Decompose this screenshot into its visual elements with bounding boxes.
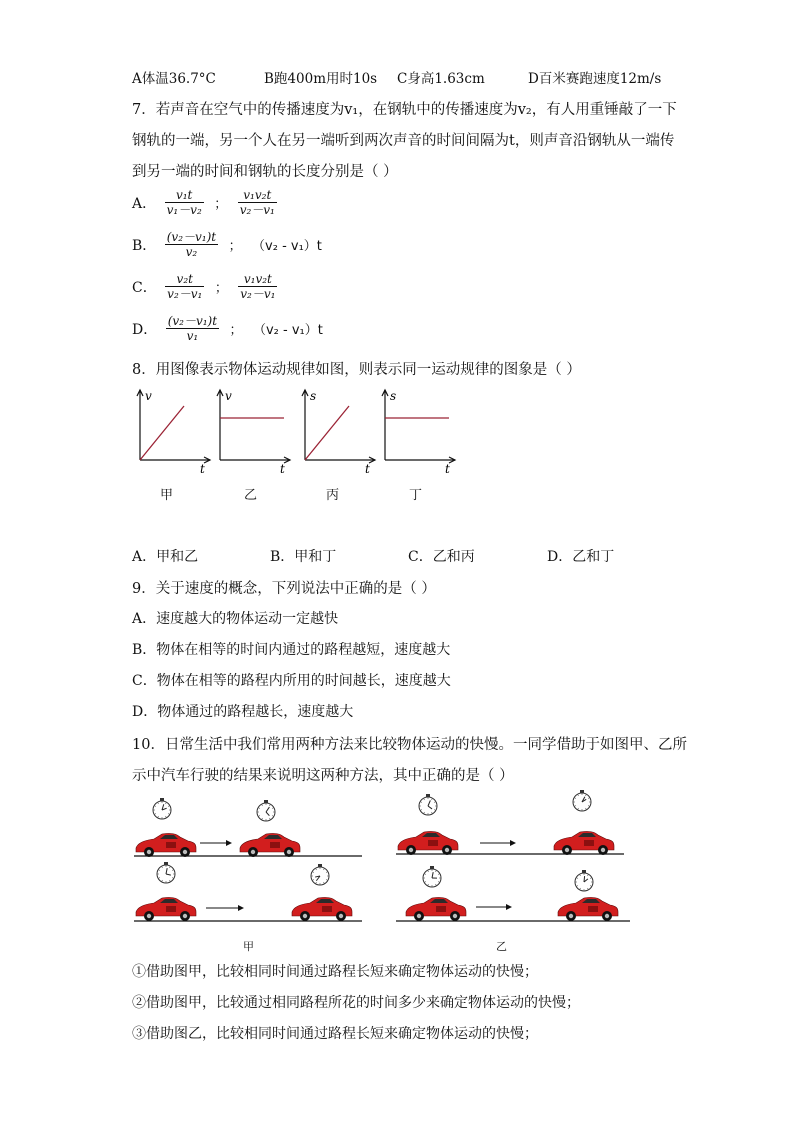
denominator: v₁ [186,329,199,343]
denominator: v₂－v₁ [239,203,275,217]
stopwatch-icon [423,866,441,887]
q8-graph-caption-3: 丙 [326,488,340,503]
x-axis-label: t [200,462,205,476]
stopwatch-icon [575,870,593,891]
fraction-2 [238,272,277,301]
q9-option-b: B．物体在相等的时间内通过的路程越短，速度越大 [132,642,451,658]
option-label: D． [132,321,158,338]
red-car [292,897,352,921]
q7-option-c [132,272,277,301]
q8-graph-caption-4: 丁 [409,488,423,503]
option-label: B． [132,237,157,254]
fraction-1 [166,314,219,343]
q8-option-b: B．甲和丁 [270,549,337,565]
graph-line [305,406,349,460]
fraction-1 [165,230,218,259]
option-label: C． [132,279,157,296]
q6-option-d: D百米赛跑速度12m/s [528,71,662,87]
y-axis-label: s [310,389,317,403]
red-car [136,833,196,857]
fraction-2 [238,188,277,217]
q6-option-a: A体温36.7°C [132,71,216,87]
y-axis-label: s [390,389,397,403]
x-axis-label: t [445,462,450,476]
stopwatch-icon [257,800,275,821]
numerator: (v₂－v₁)t [166,230,217,244]
q10-statement-3: ③借助图乙，比较相同时间通过路程长短来确定物体运动的快慢； [132,1026,538,1042]
stopwatch-icon [419,794,437,815]
q8-graph-caption-1: 甲 [160,488,174,503]
graph-line [140,406,184,460]
red-car [554,831,614,855]
numerator: v₁v₂t [238,188,277,203]
q6-option-b: B跑400m用时10s [264,71,378,87]
q10-statement-1: ①借助图甲，比较相同时间通过路程长短来确定物体运动的快慢； [132,964,538,980]
arrow-icon [476,904,512,910]
denominator: v₁－v₂ [166,203,202,217]
red-car [136,897,196,921]
red-car [558,897,618,921]
numerator: v₂t [165,272,204,287]
q7-stem-line-2: 钢轨的一端，另一个人在另一端听到两次声音的时间间隔为t，则声音沿钢轨从一端传 [132,133,675,149]
q7-stem-line-1: 7．若声音在空气中的传播速度为v₁，在钢轨中的传播速度为v₂，有人用重锤敲了一下 [132,102,677,118]
numerator: (v₂－v₁)t [167,314,218,328]
q8-stem: 8．用图像表示物体运动规律如图，则表示同一运动规律的图象是（ ） [132,362,581,378]
stopwatch-icon [157,862,175,883]
motion-graph-2 [217,389,290,476]
q6-option-c: C身高1.63cm [397,71,485,87]
separator: ； [214,197,228,212]
red-car [406,897,466,921]
arrow-icon [206,905,244,911]
q10-caption-right: 乙 [496,940,507,953]
arrow-icon [480,840,516,846]
motion-graph-1 [137,389,210,476]
separator: ； [214,281,228,296]
separator: ； [228,239,242,254]
motion-graph-3 [302,389,375,476]
stopwatch-icon [573,790,591,811]
arrow-icon [200,840,232,846]
q9-option-c: C．物体在相等的路程内所用的时间越长，速度越大 [132,673,451,689]
q8-option-d: D．乙和丁 [547,549,615,565]
stopwatch-icon [153,798,171,819]
x-axis-label: t [365,462,370,476]
expression: （v₂ - v₁）t [252,323,323,338]
numerator: v₁v₂t [238,272,277,287]
q9-option-a: A．速度越大的物体运动一定越快 [132,611,339,627]
q10-stem-line-1: 10．日常生活中我们常用两种方法来比较物体运动的快慢。一同学借助于如图甲、乙所 [132,737,687,753]
fraction-1 [165,272,204,301]
red-car [240,833,300,857]
stopwatch-icon [311,864,329,885]
q10-caption-left: 甲 [243,940,254,953]
option-label: A． [132,195,157,212]
q9-option-d: D．物体通过的路程越长，速度越大 [132,704,354,720]
q8-option-c: C．乙和丙 [408,549,475,565]
q10-car-figure [126,788,646,928]
q8-motion-graphs [120,382,470,482]
q10-stem-line-2: 示中汽车行驶的结果来说明这两种方法，其中正确的是（ ） [132,768,514,784]
q7-option-b [132,230,322,259]
red-car [398,831,458,855]
separator: ； [229,323,243,338]
q7-option-a [132,188,277,217]
q10-statement-2: ②借助图甲，比较通过相同路程所花的时间多少来确定物体运动的快慢； [132,995,580,1011]
q8-graph-caption-2: 乙 [244,488,258,503]
q9-stem: 9．关于速度的概念，下列说法中正确的是（ ） [132,581,436,597]
expression: （v₂ - v₁）t [252,239,322,254]
numerator: v₁t [165,188,204,203]
fraction-1 [165,188,204,217]
denominator: v₂－v₁ [167,287,203,301]
y-axis-label: v [145,389,152,403]
q8-option-a: A．甲和乙 [132,549,199,565]
q7-option-d [132,314,323,343]
motion-graph-4 [382,389,455,476]
q7-stem-line-3: 到另一端的时间和钢轨的长度分别是（ ） [132,164,398,180]
x-axis-label: t [280,462,285,476]
y-axis-label: v [225,389,232,403]
denominator: v₂－v₁ [240,287,276,301]
denominator: v₂ [185,245,198,259]
